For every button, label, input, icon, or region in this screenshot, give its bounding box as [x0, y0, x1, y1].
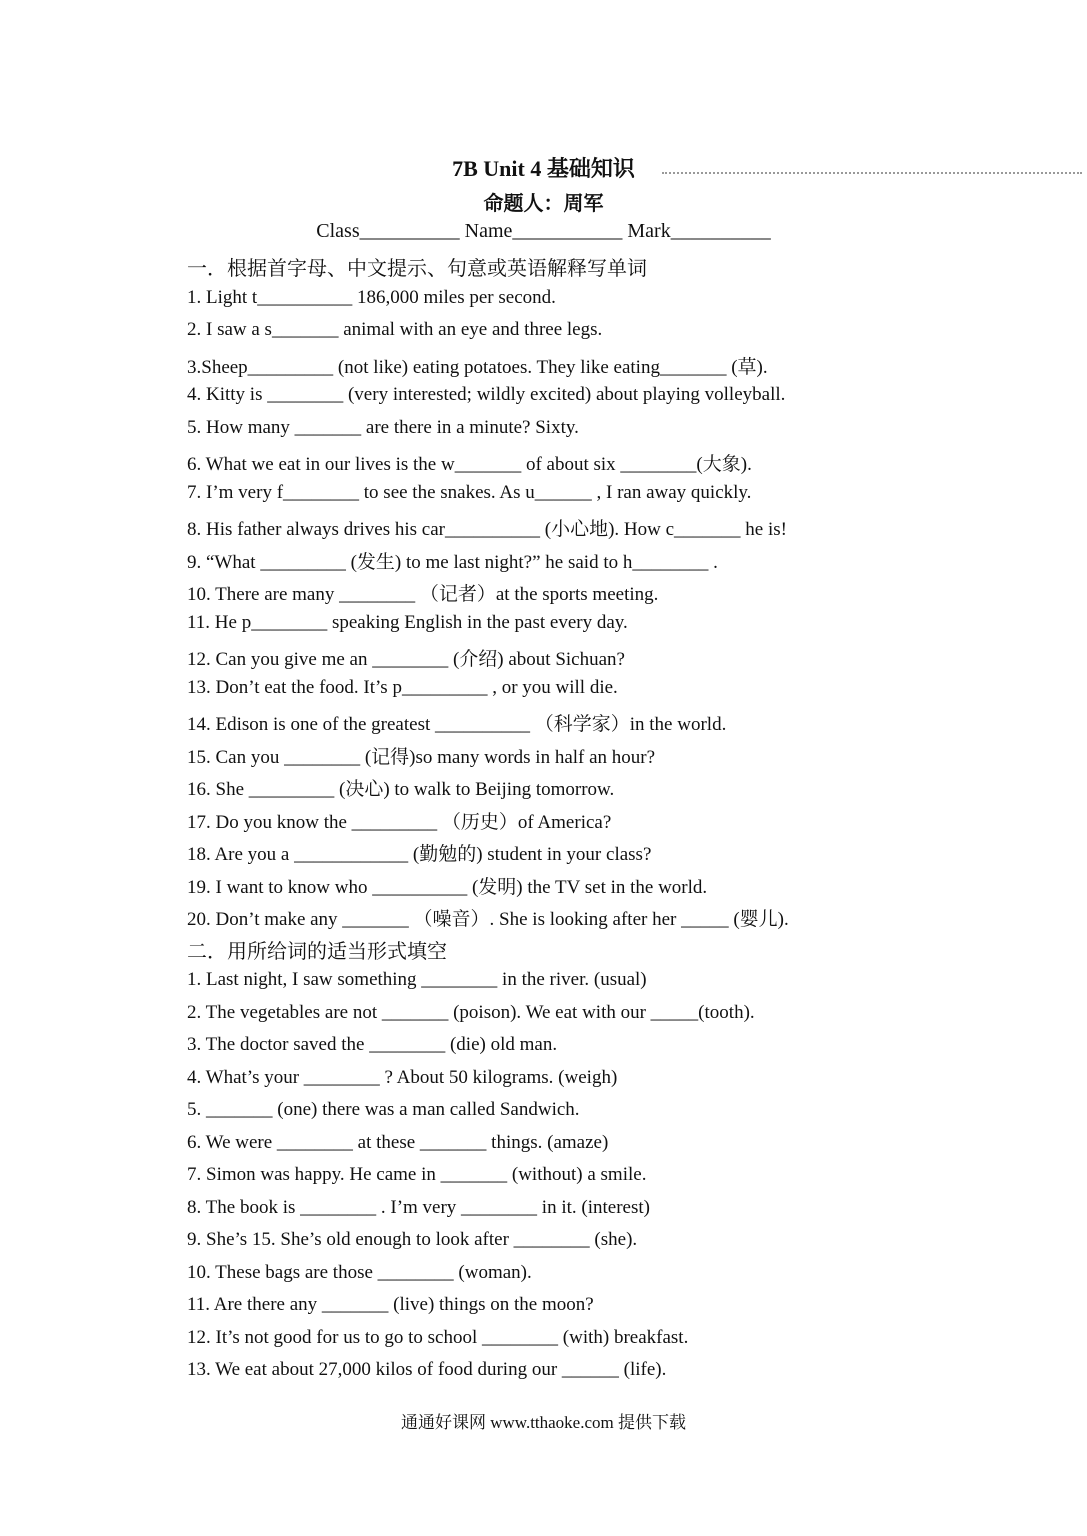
list-item: 1. Last night, I saw something ________ in the river. (usual) [187, 969, 647, 990]
list-item: 11. Are there any _______ (live) things on the moon? [187, 1294, 594, 1315]
list-item: 9. “What _________ (发生) to me last night?” he said to h________ . [187, 552, 718, 573]
list-item: 20. Don’t make any _______ （噪音）. She is looking after her _____ (婴儿). [187, 909, 789, 930]
list-item: 2. The vegetables are not _______ (poison). We eat with our _____(tooth). [187, 1002, 755, 1023]
section-2-heading: 二．用所给词的适当形式填空 [187, 941, 447, 963]
list-item: 3. The doctor saved the ________ (die) old man. [187, 1034, 558, 1055]
list-item: 8. His father always drives his car__________ (小心地). How c_______ he is! [187, 519, 787, 540]
list-item: 15. Can you ________ (记得)so many words in half an hour? [187, 747, 656, 768]
author-line: 命题人：周军 [483, 193, 604, 215]
list-item: 7. I’m very f________ to see the snakes. As u______ , I ran away quickly. [187, 482, 752, 503]
page-title: 7B Unit 4 基础知识 [452, 156, 635, 181]
list-item: 2. I saw a s_______ animal with an eye and three legs. [187, 319, 603, 340]
list-item: 1. Light t__________ 186,000 miles per second. [187, 287, 556, 308]
list-item: 8. The book is ________ . I’m very ________ in it. (interest) [187, 1197, 650, 1218]
list-item: 7. Simon was happy. He came in _______ (without) a smile. [187, 1164, 647, 1185]
section-1-heading: 一．根据首字母、中文提示、句意或英语解释写单词 [187, 258, 647, 280]
list-item: 5. How many _______ are there in a minute? Sixty. [187, 417, 579, 438]
list-item: 6. We were ________ at these _______ things. (amaze) [187, 1132, 609, 1153]
list-item: 10. These bags are those ________ (woman). [187, 1262, 532, 1283]
list-item: 6. What we eat in our lives is the w_______ of about six ________(大象). [187, 454, 752, 475]
list-item: 3.Sheep_________ (not like) eating potatoes. They like eating_______ (草). [187, 357, 768, 378]
footer-note: 通通好课网 www.tthaoke.com 提供下载 [400, 1413, 687, 1432]
list-item: 5. _______ (one) there was a man called Sandwich. [187, 1099, 580, 1120]
list-item: 12. It’s not good for us to go to school ________ (with) breakfast. [187, 1327, 689, 1348]
list-item: 10. There are many ________ （记者）at the sports meeting. [187, 584, 659, 605]
list-item: 17. Do you know the _________ （历史）of America? [187, 812, 612, 833]
list-item: 16. She _________ (决心) to walk to Beijing tomorrow. [187, 779, 615, 800]
list-item: 13. Don’t eat the food. It’s p_________ , or you will die. [187, 677, 618, 698]
list-item: 4. Kitty is ________ (very interested; wildly excited) about playing volleyball. [187, 384, 786, 405]
list-item: 9. She’s 15. She’s old enough to look after ________ (she). [187, 1229, 638, 1250]
list-item: 14. Edison is one of the greatest __________ （科学家）in the world. [187, 714, 727, 735]
list-item: 11. He p________ speaking English in the past every day. [187, 612, 628, 633]
class-name-mark-line: Class__________ Name___________ Mark__________ [316, 220, 771, 242]
list-item: 12. Can you give me an ________ (介绍) about Sichuan? [187, 649, 625, 670]
title-dotted-rule [662, 172, 1082, 174]
list-item: 18. Are you a ____________ (勤勉的) student in your class? [187, 844, 652, 865]
list-item: 19. I want to know who __________ (发明) the TV set in the world. [187, 877, 708, 898]
list-item: 4. What’s your ________ ? About 50 kilograms. (weigh) [187, 1067, 618, 1088]
list-item: 13. We eat about 27,000 kilos of food during our ______ (life). [187, 1359, 667, 1380]
